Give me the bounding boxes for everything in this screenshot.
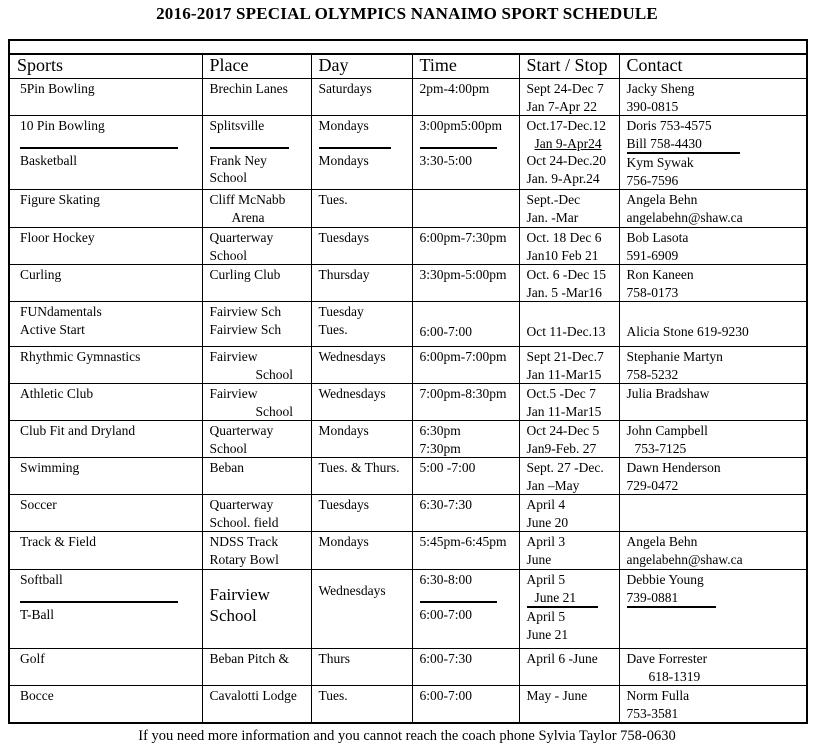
blank-cell: [9, 40, 807, 54]
column-header-place: Place: [202, 54, 311, 79]
footer-note: If you need more information and you cannot reach the coach phone Sylvia Taylor 758-0630: [138, 728, 676, 744]
time-cell: [412, 649, 519, 686]
day-cell: [311, 347, 412, 384]
cell-text-line: Wednesdays: [318, 386, 386, 401]
blank-top-row: [9, 40, 807, 54]
contact-cell: [619, 347, 807, 384]
cell-text-line: April 3: [526, 534, 566, 549]
place-cell: [202, 495, 311, 532]
time-cell: [412, 570, 519, 649]
cell-text-line: Fairview: [209, 585, 270, 604]
cell-text-line: Rhythmic Gymnastics: [20, 349, 141, 364]
sports-cell: [9, 495, 202, 532]
cell-text-line: Arena: [231, 209, 265, 225]
cell-text-line: 3:30-5:00: [419, 152, 472, 168]
cell-text-line: angelabehn@shaw.ca: [626, 209, 743, 225]
cell-text-line: Figure Skating: [20, 192, 100, 207]
cell-divider-line: [210, 147, 289, 149]
cell-text-line: Active Start: [20, 321, 85, 337]
cell-text-line: Cliff McNabb: [209, 192, 286, 207]
cell-text-line: Jan10 Feb 21: [526, 247, 599, 263]
time-cell: [412, 265, 519, 302]
cell-text-line: Angela Behn: [626, 192, 698, 207]
cell-text-line: April 5: [526, 572, 566, 587]
contact-cell: [619, 421, 807, 458]
cell-text-line: 7:30pm: [419, 440, 461, 456]
cell-text-line: Bill 758-4430: [627, 135, 740, 155]
contact-cell: [619, 116, 807, 190]
sports-cell: [9, 302, 202, 347]
day-cell: [311, 570, 412, 649]
day-cell: [311, 79, 412, 116]
cell-text-line: Kym Sywak: [626, 155, 694, 170]
sports-cell: [9, 458, 202, 495]
cell-text-line: Oct 24-Dec 5: [526, 423, 600, 438]
cell-text-line: 5Pin Bowling: [20, 81, 95, 96]
cell-text-line: School: [209, 247, 248, 263]
day-cell: [311, 228, 412, 265]
contact-cell: [619, 686, 807, 724]
cell-text-line: 739-0881: [627, 589, 717, 609]
start-cell: [519, 649, 619, 686]
table-row: [9, 570, 807, 649]
start-cell: [519, 190, 619, 228]
cell-text-line: Saturdays: [318, 81, 372, 96]
contact-cell: [619, 649, 807, 686]
cell-text-line: 6:00-7:00: [419, 324, 472, 339]
day-cell: [311, 421, 412, 458]
cell-text-line: Dawn Henderson: [626, 460, 721, 475]
place-cell: [202, 116, 311, 190]
sports-cell: [9, 228, 202, 265]
table-row: [9, 421, 807, 458]
cell-text-line: Sept.-Dec: [526, 192, 581, 207]
cell-text-line: 5:00 -7:00: [419, 460, 476, 475]
cell-text-line: 390-0815: [626, 98, 679, 114]
cell-text-line: 591-6909: [626, 247, 679, 263]
cell-text-line: Ron Kaneen: [626, 267, 694, 282]
cell-text-line: Jan –May: [526, 477, 580, 493]
cell-text-line: Jan 11-Mar15: [526, 366, 602, 382]
sports-cell: [9, 570, 202, 649]
time-cell: [412, 228, 519, 265]
cell-text-line: Wednesdays: [318, 583, 386, 598]
cell-text-line: 3:30pm-5:00pm: [419, 267, 507, 282]
cell-text-line: Stephanie Martyn: [626, 349, 723, 364]
cell-text-line: Fairview: [209, 349, 258, 364]
cell-text-line: Oct. 6 -Dec 15: [526, 267, 606, 282]
cell-text-line: May - June: [526, 688, 588, 703]
cell-divider-line: [420, 147, 498, 149]
time-cell: [412, 686, 519, 724]
time-cell: [412, 384, 519, 421]
place-cell: [202, 265, 311, 302]
table-row: [9, 384, 807, 421]
cell-text-line: Tuesday: [318, 304, 364, 319]
sports-cell: [9, 532, 202, 570]
table-row: [9, 79, 807, 116]
cell-text-line: June 20: [526, 514, 569, 530]
cell-text-line: Jacky Sheng: [626, 81, 695, 96]
start-cell: [519, 570, 619, 649]
cell-text-line: 7:00pm-8:30pm: [419, 386, 507, 401]
cell-text-line: Mondays: [318, 534, 369, 549]
cell-text-line: Jan. 9-Apr.24: [526, 170, 600, 186]
cell-divider-line: [420, 601, 498, 603]
cell-text-line: April 6 -June: [526, 651, 598, 666]
cell-text-line: Oct.5 -Dec 7: [526, 386, 596, 401]
cell-text-line: 3:00pm5:00pm: [419, 118, 503, 133]
cell-text-line: Doris 753-4575: [626, 118, 712, 133]
start-cell: [519, 228, 619, 265]
cell-text-line: Sept. 27 -Dec.: [526, 460, 604, 475]
cell-text-line: 6:30pm: [419, 423, 461, 438]
cell-text-line: Softball: [20, 572, 63, 587]
time-cell: [412, 421, 519, 458]
contact-cell: [619, 495, 807, 532]
column-header-contact: Contact: [619, 54, 807, 79]
cell-text-line: Oct.17-Dec.12: [526, 118, 606, 133]
cell-text-line: 6:00pm-7:00pm: [419, 349, 507, 364]
page-title: 2016-2017 SPECIAL OLYMPICS NANAIMO SPORT SCHEDULE: [156, 4, 658, 23]
cell-divider-line: [20, 601, 178, 603]
cell-divider-line: [20, 147, 178, 149]
cell-text-line: 10 Pin Bowling: [20, 118, 105, 133]
cell-text-line: Quarterway: [209, 423, 274, 438]
cell-text-line: 6:30-7:30: [419, 497, 472, 512]
time-cell: [412, 495, 519, 532]
cell-text-line: Rotary Bowl: [209, 551, 279, 567]
sports-cell: [9, 686, 202, 724]
cell-text-line: Swimming: [20, 460, 80, 475]
place-cell: [202, 190, 311, 228]
sports-cell: [9, 265, 202, 302]
cell-text-line: Tuesdays: [318, 230, 370, 245]
cell-text-line: Tuesdays: [318, 497, 370, 512]
cell-text-line: 2pm-4:00pm: [419, 81, 490, 96]
cell-text-line: Julia Bradshaw: [626, 386, 710, 401]
cell-text-line: Thurs: [318, 651, 350, 666]
cell-text-line: June 21: [526, 626, 569, 642]
cell-text-line: Basketball: [20, 152, 77, 168]
cell-text-line: School: [255, 403, 294, 419]
table-row: [9, 686, 807, 724]
cell-text-line: Jan. -Mar: [526, 209, 579, 225]
cell-text-line: School: [209, 170, 248, 185]
cell-text-line: Mondays: [318, 423, 369, 438]
cell-text-line: Athletic Club: [20, 386, 94, 401]
cell-text-line: Norm Fulla: [626, 688, 690, 703]
time-cell: [412, 532, 519, 570]
cell-text-line: Quarterway: [209, 497, 274, 512]
contact-cell: [619, 570, 807, 649]
cell-text-line: School. field: [209, 514, 279, 530]
sport-schedule-table: [8, 39, 808, 724]
cell-text-line: School: [209, 606, 257, 625]
cell-text-line: Jan 11-Mar15: [526, 403, 602, 419]
cell-text-line: Tues.: [318, 192, 348, 207]
cell-text-line: Jan. 5 -Mar16: [526, 284, 602, 300]
cell-text-line: Quarterway: [209, 230, 274, 245]
column-header-sports: Sports: [9, 54, 202, 79]
place-cell: [202, 228, 311, 265]
table-row: [9, 302, 807, 347]
cell-text-line: Jan 9-Apr24: [534, 135, 602, 151]
cell-text-line: Fairview Sch: [209, 321, 282, 337]
place-cell: [202, 302, 311, 347]
start-cell: [519, 458, 619, 495]
cell-text-line: Wednesdays: [318, 349, 386, 364]
cell-text-line: Floor Hockey: [20, 230, 95, 245]
contact-cell: [619, 79, 807, 116]
day-cell: [311, 495, 412, 532]
table-row: [9, 116, 807, 190]
time-cell: [412, 190, 519, 228]
day-cell: [311, 265, 412, 302]
cell-text-line: John Campbell: [626, 423, 708, 438]
day-cell: [311, 458, 412, 495]
cell-text-line: Jan 7-Apr 22: [526, 98, 597, 114]
cell-text-line: T-Ball: [20, 606, 55, 622]
place-cell: [202, 421, 311, 458]
table-row: [9, 458, 807, 495]
cell-text-line: Oct. 18 Dec 6: [526, 230, 602, 245]
place-cell: [202, 384, 311, 421]
cell-text-line: Fairview: [209, 386, 258, 401]
cell-text-line: Angela Behn: [626, 534, 698, 549]
start-cell: [519, 495, 619, 532]
cell-text-line: 618-1319: [648, 668, 701, 684]
cell-text-line: FUNdamentals: [20, 304, 102, 319]
sports-cell: [9, 79, 202, 116]
cell-text-line: 753-7125: [634, 440, 687, 456]
table-row: [9, 190, 807, 228]
cell-text-line: 758-0173: [626, 284, 679, 300]
day-cell: [311, 686, 412, 724]
sports-cell: [9, 384, 202, 421]
cell-text-line: Curling: [20, 267, 62, 282]
start-cell: [519, 265, 619, 302]
cell-text-line: Tues.: [318, 321, 348, 337]
day-cell: [311, 302, 412, 347]
day-cell: [311, 384, 412, 421]
contact-cell: [619, 190, 807, 228]
cell-text-line: Debbie Young: [626, 572, 704, 587]
start-cell: [519, 302, 619, 347]
column-header-time: Time: [412, 54, 519, 79]
day-cell: [311, 116, 412, 190]
contact-cell: [619, 228, 807, 265]
table-header-row: [9, 54, 807, 79]
start-cell: [519, 686, 619, 724]
place-cell: [202, 649, 311, 686]
start-cell: [519, 384, 619, 421]
cell-text-line: Bob Lasota: [626, 230, 689, 245]
contact-cell: [619, 458, 807, 495]
start-cell: [519, 79, 619, 116]
cell-text-line: Mondays: [318, 152, 369, 168]
contact-cell: [619, 384, 807, 421]
cell-text-line: Mondays: [318, 118, 369, 133]
contact-cell: [619, 302, 807, 347]
cell-text-line: Beban: [209, 460, 244, 475]
cell-text-line: Beban Pitch &: [209, 651, 289, 666]
cell-text-line: 6:00-7:30: [419, 651, 472, 666]
cell-text-line: Tues.: [318, 688, 348, 703]
table-row: [9, 649, 807, 686]
cell-text-line: Frank Ney: [209, 152, 267, 168]
cell-text-line: June 21: [527, 589, 599, 609]
cell-text-line: 753-3581: [626, 705, 679, 721]
cell-text-line: Oct 24-Dec.20: [526, 153, 606, 168]
time-cell: [412, 347, 519, 384]
cell-text-line: June: [526, 551, 552, 567]
cell-text-line: NDSS Track: [209, 534, 279, 549]
cell-text-line: 6:00-7:00: [419, 688, 472, 703]
sports-cell: [9, 347, 202, 384]
cell-text-line: Track & Field: [20, 534, 97, 549]
cell-text-line: Sept 21-Dec.7: [526, 349, 604, 364]
cell-text-line: Jan9-Feb. 27: [526, 440, 597, 456]
cell-text-line: Club Fit and Dryland: [20, 423, 136, 438]
contact-cell: [619, 532, 807, 570]
place-cell: [202, 347, 311, 384]
start-cell: [519, 421, 619, 458]
cell-text-line: Dave Forrester: [626, 651, 708, 666]
cell-text-line: Cavalotti Lodge: [209, 688, 297, 703]
place-cell: [202, 532, 311, 570]
place-cell: [202, 686, 311, 724]
time-cell: [412, 458, 519, 495]
place-cell: [202, 458, 311, 495]
cell-text-line: 756-7596: [626, 172, 679, 188]
cell-text-line: Oct 11-Dec.13: [526, 324, 606, 339]
cell-text-line: Bocce: [20, 688, 54, 703]
cell-text-line: 5:45pm-6:45pm: [419, 534, 507, 549]
table-row: [9, 347, 807, 384]
cell-text-line: Alicia Stone 619-9230: [626, 324, 749, 339]
sports-cell: [9, 649, 202, 686]
start-cell: [519, 532, 619, 570]
place-cell: [202, 570, 311, 649]
table-row: [9, 228, 807, 265]
contact-cell: [619, 265, 807, 302]
table-row: [9, 532, 807, 570]
cell-text-line: Soccer: [20, 497, 57, 512]
cell-text-line: School: [255, 366, 294, 382]
cell-text-line: 729-0472: [626, 477, 679, 493]
cell-text-line: Splitsville: [209, 118, 265, 133]
cell-divider-line: [319, 147, 392, 149]
start-cell: [519, 347, 619, 384]
place-cell: [202, 79, 311, 116]
start-cell: [519, 116, 619, 190]
sports-cell: [9, 190, 202, 228]
cell-text-line: 758-5232: [626, 366, 679, 382]
sports-cell: [9, 116, 202, 190]
cell-text-line: April 5: [526, 609, 566, 624]
cell-text-line: Brechin Lanes: [209, 81, 288, 96]
cell-text-line: Tues. & Thurs.: [318, 460, 400, 475]
day-cell: [311, 190, 412, 228]
cell-text-line: 6:30-8:00: [419, 572, 472, 587]
time-cell: [412, 302, 519, 347]
cell-text-line: Golf: [20, 651, 45, 666]
time-cell: [412, 79, 519, 116]
cell-text-line: Curling Club: [209, 267, 281, 282]
time-cell: [412, 116, 519, 190]
sports-cell: [9, 421, 202, 458]
cell-text-line: angelabehn@shaw.ca: [626, 551, 743, 567]
column-header-day: Day: [311, 54, 412, 79]
cell-text-line: Fairview Sch: [209, 304, 282, 319]
table-row: [9, 265, 807, 302]
cell-text-line: Sept 24-Dec 7: [526, 81, 604, 96]
day-cell: [311, 649, 412, 686]
cell-text-line: Thursday: [318, 267, 370, 282]
cell-text-line: School: [209, 440, 248, 456]
column-header-start-stop: Start / Stop: [519, 54, 619, 79]
cell-text-line: 6:00pm-7:30pm: [419, 230, 507, 245]
cell-text-line: 6:00-7:00: [419, 606, 472, 622]
table-row: [9, 495, 807, 532]
day-cell: [311, 532, 412, 570]
cell-text-line: April 4: [526, 497, 566, 512]
